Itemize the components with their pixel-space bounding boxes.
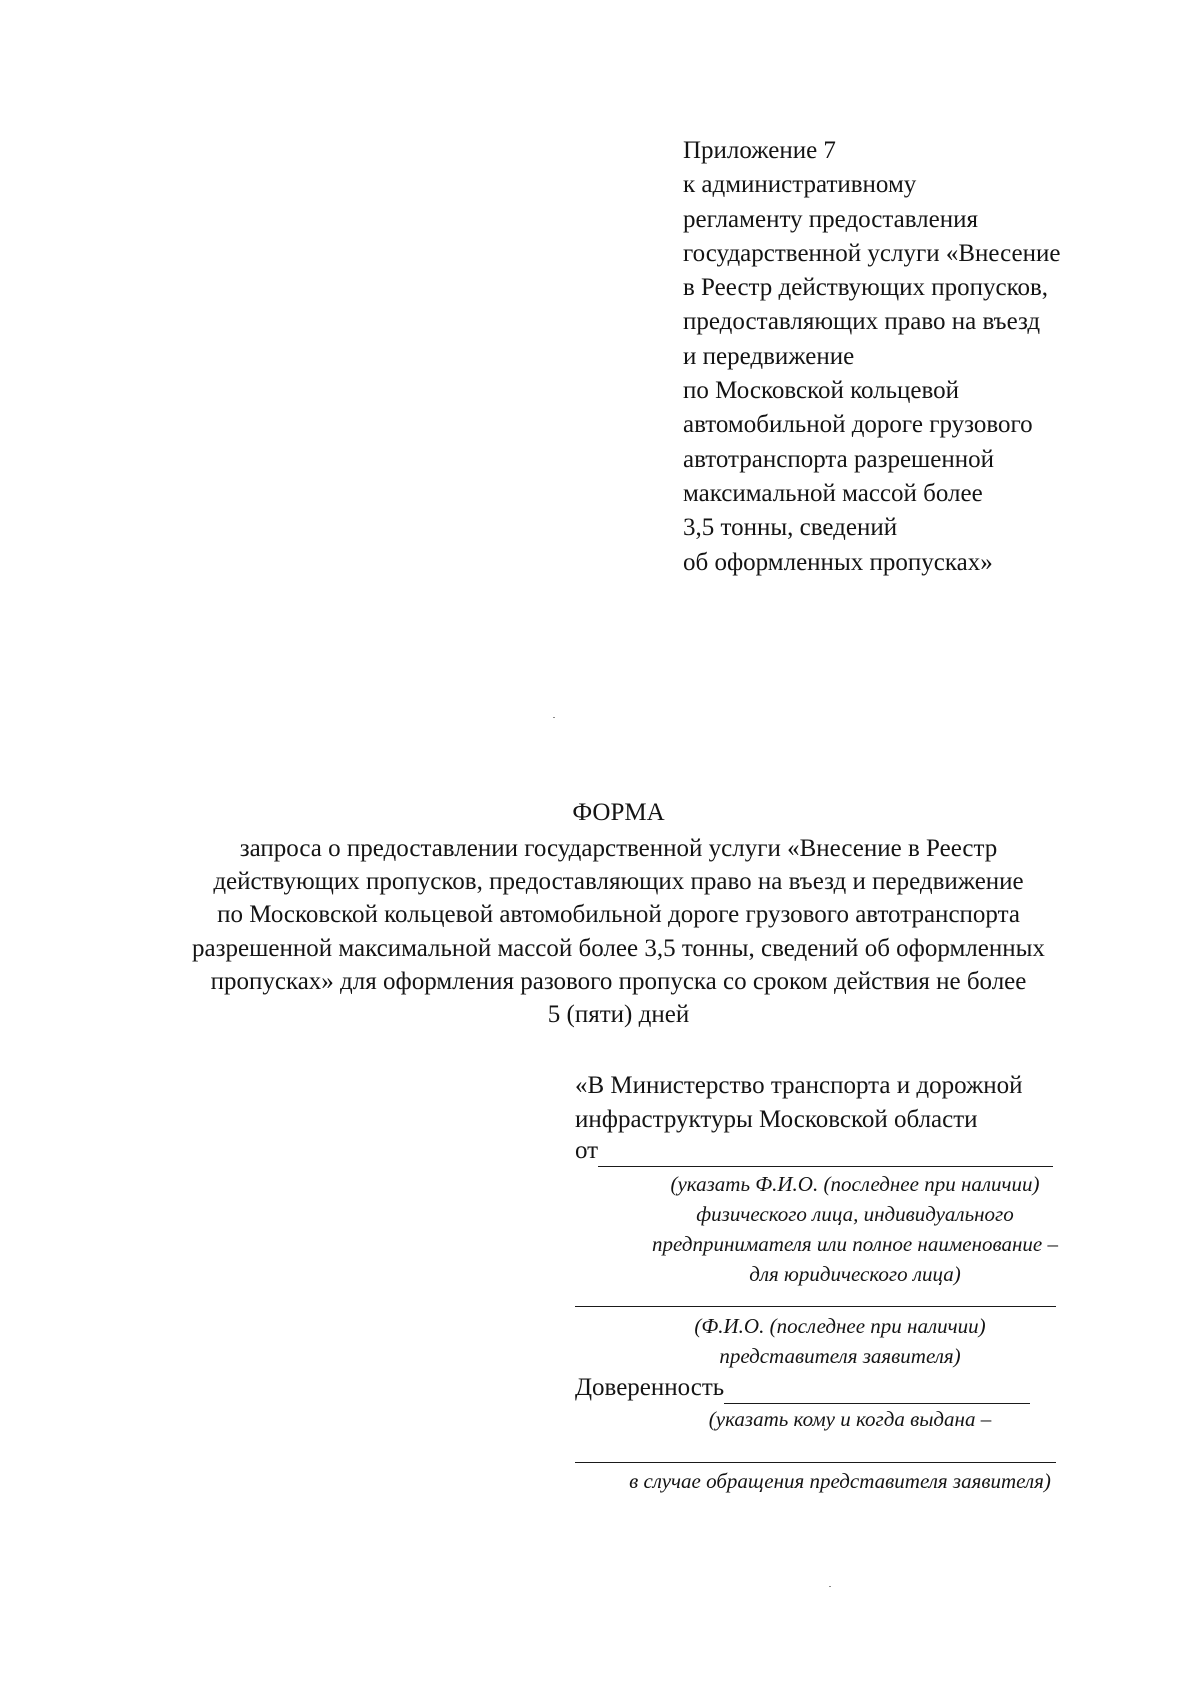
representative-hint-line: представителя заявителя) [719, 1344, 961, 1368]
scan-speck [829, 1586, 831, 1587]
representative-hint-line: (Ф.И.О. (последнее при наличии) [694, 1314, 986, 1338]
from-blank-field[interactable] [598, 1140, 1053, 1167]
from-hint [595, 1169, 1115, 1289]
addressee-line: инфраструктуры Московской области [575, 1106, 978, 1133]
form-subtitle-line: 5 (пяти) дней [547, 1001, 690, 1029]
power-of-attorney-row [575, 1372, 1055, 1404]
appendix-line: в Реестр действующих пропусков, [683, 274, 1049, 302]
from-label: от [575, 1137, 599, 1164]
from-row [575, 1135, 1055, 1167]
form-title: ФОРМА [572, 799, 665, 826]
addressee-line: «В Министерство транспорта и дорожной [575, 1072, 1023, 1099]
representative-hint [580, 1311, 1100, 1371]
appendix-line: государственной услуги «Внесение [683, 239, 1061, 267]
form-subtitle-line: по Московской кольцевой автомобильной дороге грузового автотранспорта [217, 901, 1020, 929]
form-subtitle [100, 832, 1137, 1031]
appendix-line: предоставляющих право на въезд [683, 308, 1041, 336]
appendix-line: об оформленных пропусках» [683, 548, 993, 576]
from-hint-line: для юридического лица) [749, 1262, 961, 1286]
form-subtitle-line: запроса о предоставлении государственной услуги «Внесение в Реестр [239, 835, 998, 862]
appendix-line: и передвижение [683, 342, 855, 370]
power-of-attorney-blank-field-2[interactable] [575, 1462, 1056, 1463]
power-of-attorney-hint-2: в случае обращения представителя заявителя) [629, 1469, 1051, 1493]
from-hint-line: (указать Ф.И.О. (последнее при наличии) [670, 1172, 1040, 1196]
appendix-line: автомобильной дороге грузового [683, 411, 1033, 439]
power-of-attorney-blank-field[interactable] [724, 1377, 1030, 1404]
form-subtitle-line: пропусках» для оформления разового пропуска со сроком действия не более [210, 967, 1027, 995]
appendix-line: 3,5 тонны, сведений [683, 514, 898, 542]
appendix-line: по Московской кольцевой [683, 377, 960, 405]
power-of-attorney-label: Доверенность [575, 1374, 725, 1401]
form-subtitle-line: действующих пропусков, предоставляющих право на въезд и передвижение [213, 868, 1024, 896]
form-subtitle-line: разрешенной максимальной массой более 3,5 тонны, сведений об оформленных [192, 934, 1045, 962]
scan-speck [553, 717, 555, 718]
power-of-attorney-hint: (указать кому и когда выдана – [708, 1407, 992, 1431]
from-hint-line: физического лица, индивидуального [696, 1202, 1014, 1226]
appendix-line: максимальной массой более [683, 479, 983, 507]
appendix-line: автотранспорта разрешенной [683, 445, 995, 473]
appendix-line: Приложение 7 [683, 137, 836, 164]
appendix-header [683, 134, 1163, 580]
from-hint-line: предпринимателя или полное наименование – [652, 1232, 1058, 1256]
representative-blank-field[interactable] [575, 1306, 1056, 1307]
addressee-block [575, 1069, 1095, 1137]
appendix-line: регламенту предоставления [683, 205, 979, 233]
appendix-line: к административному [683, 171, 917, 199]
